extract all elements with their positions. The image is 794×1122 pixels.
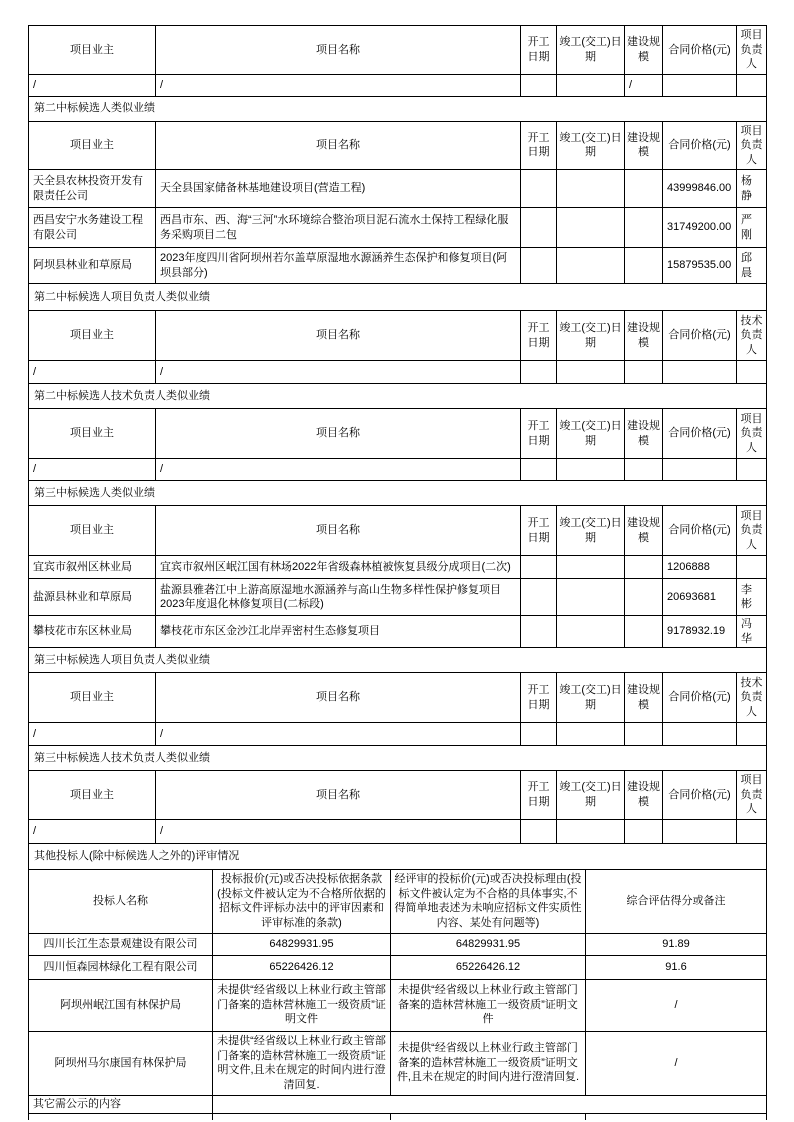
other-bidders-table	[28, 869, 767, 1121]
col-header-scale: 建设规模	[625, 506, 663, 556]
cell-price	[663, 723, 737, 746]
cell-price	[663, 74, 737, 96]
column-header-row	[29, 311, 767, 361]
cell-bidder-name: 四川恒森园林绿化工程有限公司	[29, 955, 213, 979]
column-header-row	[29, 869, 767, 933]
cell-person: 邱晨	[737, 248, 767, 284]
cell-scale	[625, 723, 663, 746]
column-header-row	[29, 26, 767, 75]
cell-start-date	[521, 208, 557, 248]
cell-price: 9178932.19	[663, 616, 737, 648]
cell-rejection-reason: 未提供“经省级以上林业行政主管部门备案的造林营林施工一级资质”证明文件	[391, 979, 586, 1031]
cell-scale	[625, 170, 663, 208]
col-header-finish-date: 竣工(交工)日期	[557, 409, 625, 459]
cell-price: 20693681	[663, 579, 737, 616]
cell-start-date	[521, 556, 557, 579]
col-header-scale: 建设规模	[625, 26, 663, 75]
cell-reviewed-price: 64829931.95	[391, 933, 586, 955]
performance-row	[29, 616, 767, 648]
col-header-owner: 项目业主	[29, 121, 156, 170]
cell-person: 李彬	[737, 579, 767, 616]
cell-other-publicity-content	[213, 1095, 767, 1113]
section-title-second-candidate-pm: 第二中标候选人项目负责人类似业绩	[29, 284, 767, 311]
cell-price: 1206888	[663, 556, 737, 579]
col-header-price: 合同价格(元)	[663, 311, 737, 361]
col-header-price: 合同价格(元)	[663, 26, 737, 75]
cell-start-date	[521, 723, 557, 746]
column-header-row	[29, 409, 767, 459]
cell-start-date	[521, 616, 557, 648]
cell-price: 43999846.00	[663, 170, 737, 208]
col-header-owner: 项目业主	[29, 409, 156, 459]
cell-finish-date	[557, 556, 625, 579]
col-header-project-name: 项目名称	[156, 673, 521, 723]
section-row	[29, 843, 767, 869]
col-header-reviewed-price-or-reason: 经评审的投标价(元)或否决投标理由(投标文件被认定为不合格的具体事实,不得简单地表述为未响应招标文件实质性内容、某处有问题等)	[391, 869, 586, 933]
cell-owner: 阿坝县林业和草原局	[29, 248, 156, 284]
cell-score: /	[586, 1031, 767, 1095]
cell-start-date	[521, 459, 557, 481]
col-header-start-date: 开工日期	[521, 121, 557, 170]
cell-rejection-clause: 未提供“经省级以上林业行政主管部门备案的造林营林施工一级资质”证明文件,且未在规定的时间内进行澄清回复.	[213, 1031, 391, 1095]
section-title-third-candidate-similar: 第三中标候选人类似业绩	[29, 481, 767, 506]
cell-bid-price: 64829931.95	[213, 933, 391, 955]
cell-bidder-name: 阿坝州马尔康国有林保护局	[29, 1031, 213, 1095]
cell-price	[663, 459, 737, 481]
col-header-owner: 项目业主	[29, 311, 156, 361]
bidder-row	[29, 933, 767, 955]
cell-person	[737, 361, 767, 384]
cell-finish-date	[557, 208, 625, 248]
cell-finish-date	[557, 74, 625, 96]
cell-scale	[625, 208, 663, 248]
cell-scale	[625, 361, 663, 384]
col-header-project-manager: 项目负责人	[737, 26, 767, 75]
cell-owner: /	[29, 819, 156, 843]
cell-price: 15879535.00	[663, 248, 737, 284]
cell-start-date	[521, 361, 557, 384]
column-header-row	[29, 673, 767, 723]
cell-start-date	[521, 74, 557, 96]
cell-project-name: /	[156, 723, 521, 746]
col-header-project-name: 项目名称	[156, 26, 521, 75]
col-header-finish-date: 竣工(交工)日期	[557, 673, 625, 723]
cell-scale	[625, 459, 663, 481]
cell-reviewed-price: 65226426.12	[391, 955, 586, 979]
cell-scale: /	[625, 74, 663, 96]
cell-project-name: 天全县国家储备林基地建设项目(营造工程)	[156, 170, 521, 208]
col-header-project-manager: 项目负责人	[737, 506, 767, 556]
col-header-owner: 项目业主	[29, 506, 156, 556]
col-header-project-name: 项目名称	[156, 506, 521, 556]
empty-cell	[586, 1113, 767, 1120]
col-header-start-date: 开工日期	[521, 311, 557, 361]
cell-score: /	[586, 979, 767, 1031]
empty-record-row	[29, 819, 767, 843]
cell-scale	[625, 579, 663, 616]
performance-row	[29, 208, 767, 248]
cell-project-name: /	[156, 819, 521, 843]
cell-project-name: 西昌市东、西、海“三河”水环境综合整治项目泥石流水土保持工程绿化服务采购项目二包	[156, 208, 521, 248]
cell-bid-price: 65226426.12	[213, 955, 391, 979]
cell-price	[663, 361, 737, 384]
col-header-owner: 项目业主	[29, 673, 156, 723]
cell-rejection-reason: 未提供“经省级以上林业行政主管部门备案的造林营林施工一级资质”证明文件,且未在规定的时间内进行澄清回复.	[391, 1031, 586, 1095]
cell-project-name: 2023年度四川省阿坝州若尔盖草原湿地水源涵养生态保护和修复项目(阿坝县部分)	[156, 248, 521, 284]
col-header-owner: 项目业主	[29, 26, 156, 75]
cell-scale	[625, 248, 663, 284]
cell-price	[663, 819, 737, 843]
section-row	[29, 96, 767, 121]
label-other-publicity-content: 其它需公示的内容	[29, 1095, 213, 1113]
section-row	[29, 284, 767, 311]
col-header-scale: 建设规模	[625, 771, 663, 820]
cell-person	[737, 819, 767, 843]
col-header-price: 合同价格(元)	[663, 121, 737, 170]
cell-finish-date	[557, 170, 625, 208]
col-header-finish-date: 竣工(交工)日期	[557, 26, 625, 75]
col-header-start-date: 开工日期	[521, 409, 557, 459]
section-title-second-candidate-similar: 第二中标候选人类似业绩	[29, 96, 767, 121]
col-header-scale: 建设规模	[625, 673, 663, 723]
cell-project-name: 宜宾市叙州区岷江国有林场2022年省级森林植被恢复县级分成项目(二次)	[156, 556, 521, 579]
col-header-project-manager: 项目负责人	[737, 121, 767, 170]
empty-cell	[29, 1113, 213, 1120]
col-header-project-name: 项目名称	[156, 311, 521, 361]
col-header-project-name: 项目名称	[156, 771, 521, 820]
cell-bidder-name: 阿坝州岷江国有林保护局	[29, 979, 213, 1031]
performance-row	[29, 248, 767, 284]
cell-price: 31749200.00	[663, 208, 737, 248]
section-row	[29, 481, 767, 506]
cell-person	[737, 459, 767, 481]
cell-owner: 盐源县林业和草原局	[29, 579, 156, 616]
section-row	[29, 746, 767, 771]
col-header-scale: 建设规模	[625, 409, 663, 459]
cell-score: 91.6	[586, 955, 767, 979]
cell-finish-date	[557, 248, 625, 284]
empty-cell	[391, 1113, 586, 1120]
cell-project-name: 盐源县雅砻江中上游高原湿地水源涵养与高山生物多样性保护修复项目2023年度退化林修复项目(二标段)	[156, 579, 521, 616]
col-header-tech-manager: 技术负责人	[737, 311, 767, 361]
col-header-finish-date: 竣工(交工)日期	[557, 311, 625, 361]
cell-person: 冯华	[737, 616, 767, 648]
empty-cell	[213, 1113, 391, 1120]
empty-record-row	[29, 723, 767, 746]
empty-record-row	[29, 459, 767, 481]
col-header-bid-price-or-clause: 投标报价(元)或否决投标依据条款(投标文件被认定为不合格所依据的招标文件评标办法中的评审因素和评审标准的条款)	[213, 869, 391, 933]
col-header-scale: 建设规模	[625, 311, 663, 361]
cell-project-name: 攀枝花市东区金沙江北岸弄密村生态修复项目	[156, 616, 521, 648]
cell-person	[737, 723, 767, 746]
section-title-third-candidate-pm: 第三中标候选人项目负责人类似业绩	[29, 648, 767, 673]
cell-owner: 攀枝花市东区林业局	[29, 616, 156, 648]
col-header-finish-date: 竣工(交工)日期	[557, 506, 625, 556]
col-header-owner: 项目业主	[29, 771, 156, 820]
col-header-bidder-name: 投标人名称	[29, 869, 213, 933]
cell-start-date	[521, 819, 557, 843]
page-cut-partial-row	[29, 1113, 767, 1120]
candidate-performance-table	[28, 25, 767, 870]
col-header-project-manager: 项目负责人	[737, 771, 767, 820]
performance-row	[29, 579, 767, 616]
col-header-scale: 建设规模	[625, 121, 663, 170]
performance-row	[29, 170, 767, 208]
cell-scale	[625, 556, 663, 579]
cell-project-name: /	[156, 361, 521, 384]
column-header-row	[29, 121, 767, 170]
cell-scale	[625, 819, 663, 843]
cell-person	[737, 556, 767, 579]
section-row	[29, 648, 767, 673]
cell-person	[737, 74, 767, 96]
col-header-price: 合同价格(元)	[663, 771, 737, 820]
cell-start-date	[521, 248, 557, 284]
empty-record-row	[29, 74, 767, 96]
col-header-project-name: 项目名称	[156, 121, 521, 170]
col-header-start-date: 开工日期	[521, 26, 557, 75]
cell-finish-date	[557, 579, 625, 616]
col-header-price: 合同价格(元)	[663, 409, 737, 459]
col-header-start-date: 开工日期	[521, 673, 557, 723]
cell-bidder-name: 四川长江生态景观建设有限公司	[29, 933, 213, 955]
other-publicity-content-row	[29, 1095, 767, 1113]
col-header-project-manager: 项目负责人	[737, 409, 767, 459]
cell-owner: /	[29, 723, 156, 746]
col-header-start-date: 开工日期	[521, 771, 557, 820]
cell-score: 91.89	[586, 933, 767, 955]
col-header-price: 合同价格(元)	[663, 506, 737, 556]
cell-owner: 西昌安宁水务建设工程有限公司	[29, 208, 156, 248]
cell-project-name: /	[156, 459, 521, 481]
col-header-score-or-remark: 综合评估得分或备注	[586, 869, 767, 933]
bidder-row	[29, 955, 767, 979]
col-header-tech-manager: 技术负责人	[737, 673, 767, 723]
cell-owner: 宜宾市叙州区林业局	[29, 556, 156, 579]
cell-finish-date	[557, 361, 625, 384]
cell-scale	[625, 616, 663, 648]
section-row	[29, 384, 767, 409]
section-title-other-bidders-review: 其他投标人(除中标候选人之外的)评审情况	[29, 843, 767, 869]
cell-owner: 天全县农林投资开发有限责任公司	[29, 170, 156, 208]
cell-owner: /	[29, 361, 156, 384]
cell-finish-date	[557, 616, 625, 648]
col-header-project-name: 项目名称	[156, 409, 521, 459]
cell-person: 杨静	[737, 170, 767, 208]
cell-start-date	[521, 170, 557, 208]
cell-finish-date	[557, 723, 625, 746]
bidder-row	[29, 979, 767, 1031]
col-header-start-date: 开工日期	[521, 506, 557, 556]
cell-owner: /	[29, 74, 156, 96]
col-header-finish-date: 竣工(交工)日期	[557, 771, 625, 820]
cell-finish-date	[557, 819, 625, 843]
empty-record-row	[29, 361, 767, 384]
cell-finish-date	[557, 459, 625, 481]
cell-person: 严刚	[737, 208, 767, 248]
cell-owner: /	[29, 459, 156, 481]
col-header-finish-date: 竣工(交工)日期	[557, 121, 625, 170]
column-header-row	[29, 506, 767, 556]
section-title-second-candidate-tm: 第二中标候选人技术负责人类似业绩	[29, 384, 767, 409]
cell-start-date	[521, 579, 557, 616]
performance-row	[29, 556, 767, 579]
section-title-third-candidate-tm: 第三中标候选人技术负责人类似业绩	[29, 746, 767, 771]
col-header-price: 合同价格(元)	[663, 673, 737, 723]
column-header-row	[29, 771, 767, 820]
bidder-row	[29, 1031, 767, 1095]
cell-rejection-clause: 未提供“经省级以上林业行政主管部门备案的造林营林施工一级资质”证明文件	[213, 979, 391, 1031]
cell-project-name: /	[156, 74, 521, 96]
